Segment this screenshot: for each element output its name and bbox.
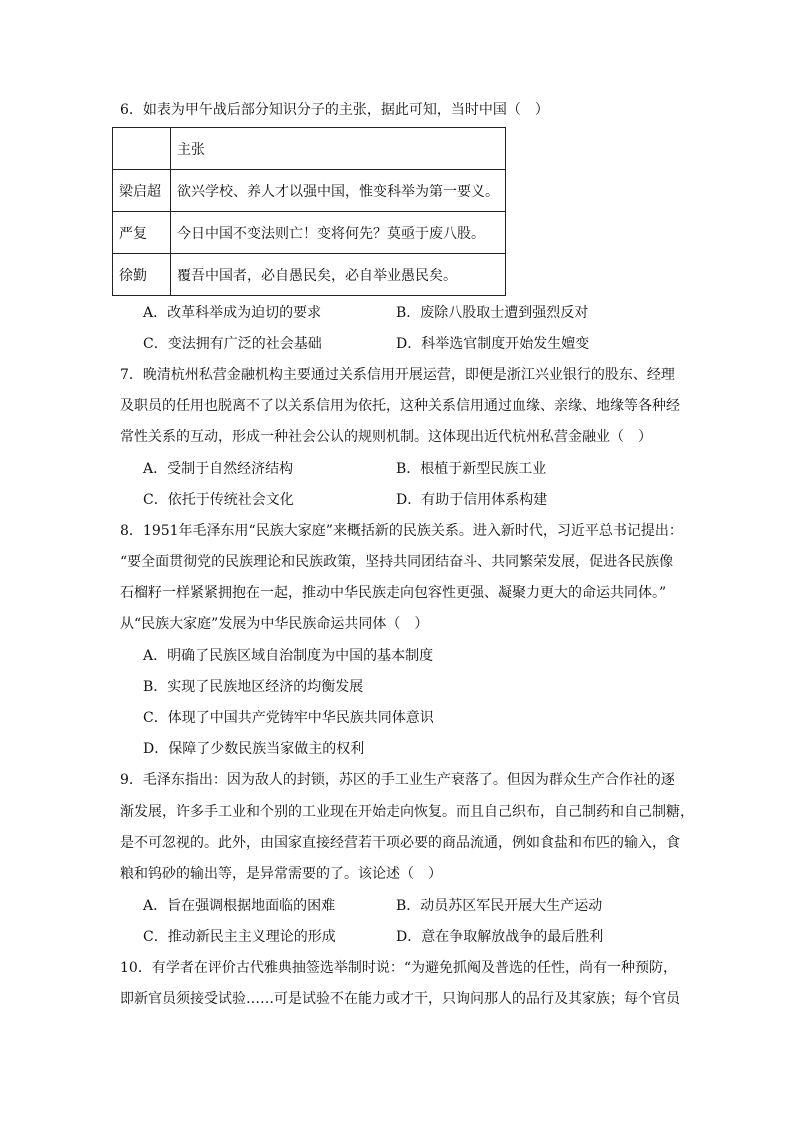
question-9-line-3: 是不可忽视的。此外，由国家直接经营若干项必要的商品流通，例如食盐和布匹的输入，食 — [120, 835, 680, 851]
q9-option-c: C．推动新民主主义理论的形成 — [143, 929, 336, 945]
table-cell-name: 徐勤 — [113, 254, 171, 296]
table-row — [113, 170, 506, 212]
question-8-line-2: “要全面贯彻党的民族理论和民族政策，坚持共同团结奋斗、共同繁荣发展，促进各民族像 — [120, 554, 674, 570]
question-8-line-3: 石榴籽一样紧紧拥抱在一起，推动中华民族走向包容性更强、凝聚力更大的命运共同体。” — [120, 585, 667, 601]
q8-option-a: A．明确了民族区域自治制度为中国的基本制度 — [143, 648, 434, 664]
question-8-line-1: 8．1951年毛泽东用“民族大家庭”来概括新的民族关系。进入新时代，习近平总书记提出： — [120, 523, 683, 539]
q9-option-a: A．旨在强调根据地面临的困难 — [143, 898, 336, 914]
table-cell-name: 梁启超 — [113, 170, 171, 212]
question-6-stem: 6．如表为甲午战后部分知识分子的主张，据此可知，当时中国（ ） — [120, 102, 549, 118]
q7-option-d: D．有助于信用体系构建 — [396, 492, 548, 508]
table-header-cell: 主张 — [171, 128, 506, 170]
q6-option-b: B．废除八股取士遭到强烈反对 — [396, 305, 589, 321]
q6-option-a: A．改革科举成为迫切的要求 — [143, 305, 322, 321]
table-cell-stance: 覆吾中国者，必自愚民矣，必自举业愚民矣。 — [171, 254, 506, 296]
q6-option-d: D．科举选官制度开始发生嬗变 — [396, 336, 590, 352]
question-9-line-2: 渐发展，许多手工业和个别的工业现在开始走向恢复。而且自己织布，自己制药和自己制糖， — [120, 804, 694, 820]
q7-option-b: B．根植于新型民族工业 — [396, 461, 547, 477]
q8-option-c: C．体现了中国共产党铸牢中华民族共同体意识 — [143, 710, 434, 726]
question-9-line-1: 9．毛泽东指出：因为敌人的封锁，苏区的手工业生产衰落了。但因为群众生产合作社的逐 — [120, 772, 675, 788]
q8-option-d: D．保障了少数民族当家做主的权利 — [143, 741, 365, 757]
q6-option-c: C．变法拥有广泛的社会基础 — [143, 336, 322, 352]
q9-option-d: D．意在争取解放战争的最后胜利 — [396, 929, 604, 945]
q8-option-b: B．实现了民族地区经济的均衡发展 — [143, 679, 364, 695]
table-row — [113, 212, 506, 254]
q7-option-a: A．受制于自然经济结构 — [143, 461, 294, 477]
table-row — [113, 254, 506, 296]
question-7-line-1: 7．晚清杭州私营金融机构主要通过关系信用开展运营，即便是浙江兴业银行的股东、经理 — [120, 367, 675, 383]
question-8-line-4: 从“民族大家庭”发展为中华民族命运共同体（ ） — [120, 616, 429, 632]
question-7-line-3: 常性关系的互动，形成一种社会公认的规则机制。这体现出近代杭州私营金融业（ ） — [120, 429, 652, 445]
question-7-line-2: 及职员的任用也脱离不了以关系信用为依托，这种关系信用通过血缘、亲缘、地缘等各种经 — [120, 398, 680, 414]
table-header-row — [113, 128, 506, 170]
table-cell-stance: 欲兴学校、养人才以强中国，惟变科举为第一要义。 — [171, 170, 506, 212]
stance-table — [112, 127, 506, 296]
table-header-cell — [113, 128, 171, 170]
question-10-line-1: 10．有学者在评价古代雅典抽签选举制时说：“为避免抓阄及普选的任性，尚有一种预防， — [120, 960, 677, 976]
table-cell-name: 严复 — [113, 212, 171, 254]
question-9-line-4: 粮和钨砂的输出等，是异常需要的了。该论述（ ） — [120, 866, 442, 882]
question-10-line-2: 即新官员须接受试验……可是试验不在能力或才干，只询问那人的品行及其家族；每个官员 — [120, 991, 680, 1007]
table-cell-stance: 今日中国不变法则亡！变将何先？莫亟于废八股。 — [171, 212, 506, 254]
q7-option-c: C．依托于传统社会文化 — [143, 492, 294, 508]
q9-option-b: B．动员苏区军民开展大生产运动 — [396, 898, 603, 914]
